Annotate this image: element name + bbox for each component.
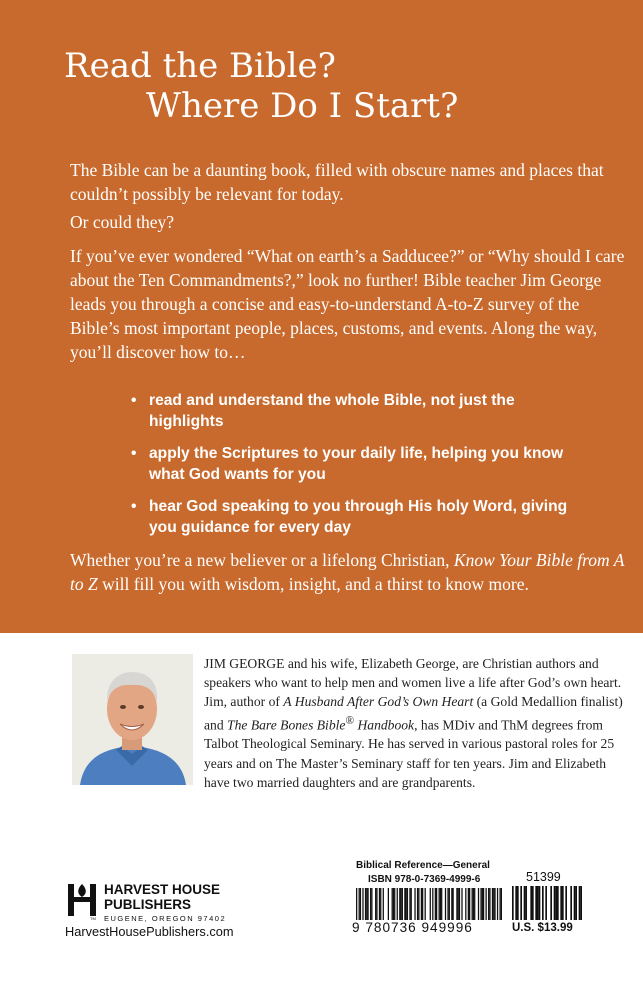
barcode-bar — [478, 888, 479, 920]
barcode-bar — [560, 886, 562, 920]
barcode-bar — [580, 886, 582, 920]
barcode-bar — [447, 888, 448, 920]
barcode-bar — [436, 888, 437, 920]
barcode-bar — [393, 888, 394, 920]
barcode-bar — [376, 888, 377, 920]
barcode-bar — [422, 888, 423, 920]
barcode-bar — [486, 888, 487, 920]
barcode-bar — [459, 888, 460, 920]
barcode-bar — [421, 888, 422, 920]
barcode-bar — [483, 888, 484, 920]
closing-text-start: Whether you’re a new believer or a lifelong Christian, — [70, 550, 454, 570]
barcode-bar — [356, 888, 357, 920]
barcode-bar — [557, 886, 559, 920]
barcode-bar — [468, 888, 469, 920]
barcode-bar — [579, 886, 581, 920]
barcode-bar — [458, 888, 459, 920]
author-bio — [204, 654, 624, 792]
closing-text-end: will fill you with wisdom, insight, and a thirst to know more. — [97, 574, 529, 594]
barcode-bar — [414, 888, 415, 920]
barcode-bar — [383, 888, 384, 920]
benefit-text: apply the Scriptures to your daily life, helping you know what God wants for you — [149, 445, 564, 483]
harvest-house-logo-icon — [66, 880, 98, 920]
headline-line-2: Where Do I Start? — [146, 86, 459, 126]
barcode-bar — [570, 886, 572, 920]
bio-text: JIM GEORGE and his wife, Elizabeth George, are Christian authors and speakers who want to help men and women live a life after God’s own heart. Jim, author of — [204, 656, 622, 710]
barcode-bar — [542, 886, 544, 920]
question-paragraph: Or could they? — [70, 212, 174, 232]
barcode-bar — [482, 888, 483, 920]
barcode-bar — [451, 888, 452, 920]
barcode-bar — [432, 888, 433, 920]
barcode-bar — [532, 886, 534, 920]
barcode-bar — [574, 886, 576, 920]
bio-text: , has MDiv and ThM degrees from Talbot Theological Seminary. He has served in various pastoral roles for 25 years and on The Master’s Seminary staff for ten years. Jim and Elizabeth have two married daughters and are grandparents. — [204, 717, 615, 790]
barcode-bar — [469, 888, 470, 920]
barcode-bar — [461, 888, 462, 920]
barcode-bar — [465, 888, 466, 920]
barcode-bar — [562, 886, 564, 920]
bio-book-title: Handbook — [354, 717, 415, 733]
barcode-bar — [524, 886, 526, 920]
barcode-bar — [404, 888, 405, 920]
barcode-bar — [409, 888, 410, 920]
barcode-bar — [525, 886, 527, 920]
barcode-bar — [499, 888, 500, 920]
category-label: Biblical Reference—General — [356, 860, 490, 871]
barcode-bar — [362, 888, 363, 920]
barcode-bar — [359, 888, 360, 920]
barcode-bar — [550, 886, 552, 920]
headline — [64, 46, 624, 126]
bullet-icon: • — [131, 392, 137, 409]
barcode-bar — [394, 888, 395, 920]
barcode-bar — [445, 888, 446, 920]
price-code: 51399 — [526, 870, 561, 884]
barcode-bar — [379, 888, 380, 920]
publisher-address: EUGENE, OREGON 97402 — [104, 914, 227, 923]
barcode-bar — [402, 888, 403, 920]
barcode-bar — [370, 888, 371, 920]
benefit-item — [131, 390, 591, 432]
barcode-bar — [360, 888, 361, 920]
barcode-bar — [474, 888, 475, 920]
barcode-bar — [417, 888, 418, 920]
bio-book-title: The Bare Bones Bible — [227, 717, 346, 733]
author-portrait-icon — [72, 654, 193, 785]
publisher-website: HarvestHousePublishers.com — [65, 924, 234, 939]
benefit-item — [131, 496, 591, 538]
barcode-bar — [537, 886, 539, 920]
barcode-bar — [565, 886, 567, 920]
barcode-digits: 9 780736 949996 — [352, 920, 473, 935]
author-photo — [72, 654, 193, 785]
barcode-bar — [380, 888, 381, 920]
headline-line-1: Read the Bible? — [64, 46, 336, 86]
barcode-bar — [407, 888, 408, 920]
barcode-bar — [435, 888, 436, 920]
barcode-bar — [473, 888, 474, 920]
barcode-bar — [456, 888, 457, 920]
benefit-text: hear God speaking to you through His holy Word, giving you guidance for every day — [149, 498, 568, 536]
barcode-bar — [430, 888, 431, 920]
barcode-bar — [371, 888, 372, 920]
barcode-bar — [449, 888, 450, 920]
barcode-bar — [425, 888, 426, 920]
barcode-bar — [388, 888, 389, 920]
price-barcode — [512, 886, 582, 920]
barcode-bar — [440, 888, 441, 920]
closing-paragraph — [70, 548, 626, 596]
barcode-bar — [517, 886, 519, 920]
barcode-bar — [392, 888, 393, 920]
publisher-name-line-2: PUBLISHERS — [104, 897, 192, 912]
barcode-bar — [515, 886, 517, 920]
isbn-barcode — [356, 888, 502, 920]
barcode-bar — [520, 886, 522, 920]
price-label: U.S. $13.99 — [512, 922, 573, 934]
barcode-bar — [406, 888, 407, 920]
publisher-name-line-1: HARVEST HOUSE — [104, 882, 221, 897]
barcode-bar — [501, 888, 502, 920]
barcode-bar — [366, 888, 367, 920]
barcode-bar — [512, 886, 514, 920]
bio-text: (a Gold Medallion finalist) and — [204, 694, 623, 733]
trademark-label: TM — [90, 916, 96, 920]
book-title: Know Your Bible from A to Z — [70, 550, 625, 594]
barcode-bar — [452, 888, 453, 920]
benefit-text: read and understand the whole Bible, not just the highlights — [149, 392, 515, 430]
barcode-bar — [494, 888, 495, 920]
registered-mark: ® — [345, 714, 355, 727]
barcode-bar — [411, 888, 412, 920]
barcode-bar — [489, 888, 490, 920]
barcode-bar — [397, 888, 398, 920]
barcode-bar — [497, 888, 498, 920]
barcode-bar — [472, 888, 473, 920]
barcode-bar — [530, 886, 532, 920]
barcode-bar — [365, 888, 366, 920]
benefit-list — [131, 390, 591, 549]
barcode-bar — [367, 888, 368, 920]
barcode-bar — [375, 888, 376, 920]
barcode-bar — [439, 888, 440, 920]
bullet-icon: • — [131, 445, 137, 462]
barcode-bar — [480, 888, 481, 920]
barcode-bar — [539, 886, 541, 920]
barcode-bar — [555, 886, 557, 920]
intro-paragraph: The Bible can be a daunting book, filled with obscure names and places that couldn’t possibly be relevant for today. — [70, 160, 604, 204]
publisher-name — [104, 882, 220, 912]
benefit-item — [131, 443, 591, 485]
barcode-bar — [400, 888, 401, 920]
barcode-bar — [575, 886, 577, 920]
barcode-bar — [493, 888, 494, 920]
body-paragraph: If you’ve ever wondered “What on earth’s a Sadducee?” or “Why should I care about the Ten Commandments?,” look no further! Bible teacher Jim George leads you through a concise and easy-to-understand A-to-Z survey of the Bible’s most important people, places, customs, and events. Along the way, you’ll discover how to… — [70, 246, 625, 362]
barcode-bar — [418, 888, 419, 920]
barcode-bar — [492, 888, 493, 920]
barcode-bar — [399, 888, 400, 920]
barcode-bar — [441, 888, 442, 920]
bullet-icon: • — [131, 498, 137, 515]
barcode-bar — [535, 886, 537, 920]
bio-book-title: A Husband After God’s Own Heart — [283, 694, 474, 710]
barcode-bar — [554, 886, 556, 920]
barcode-bar — [545, 886, 547, 920]
isbn-label: ISBN 978-0-7369-4999-6 — [368, 874, 481, 885]
barcode-bar — [488, 888, 489, 920]
